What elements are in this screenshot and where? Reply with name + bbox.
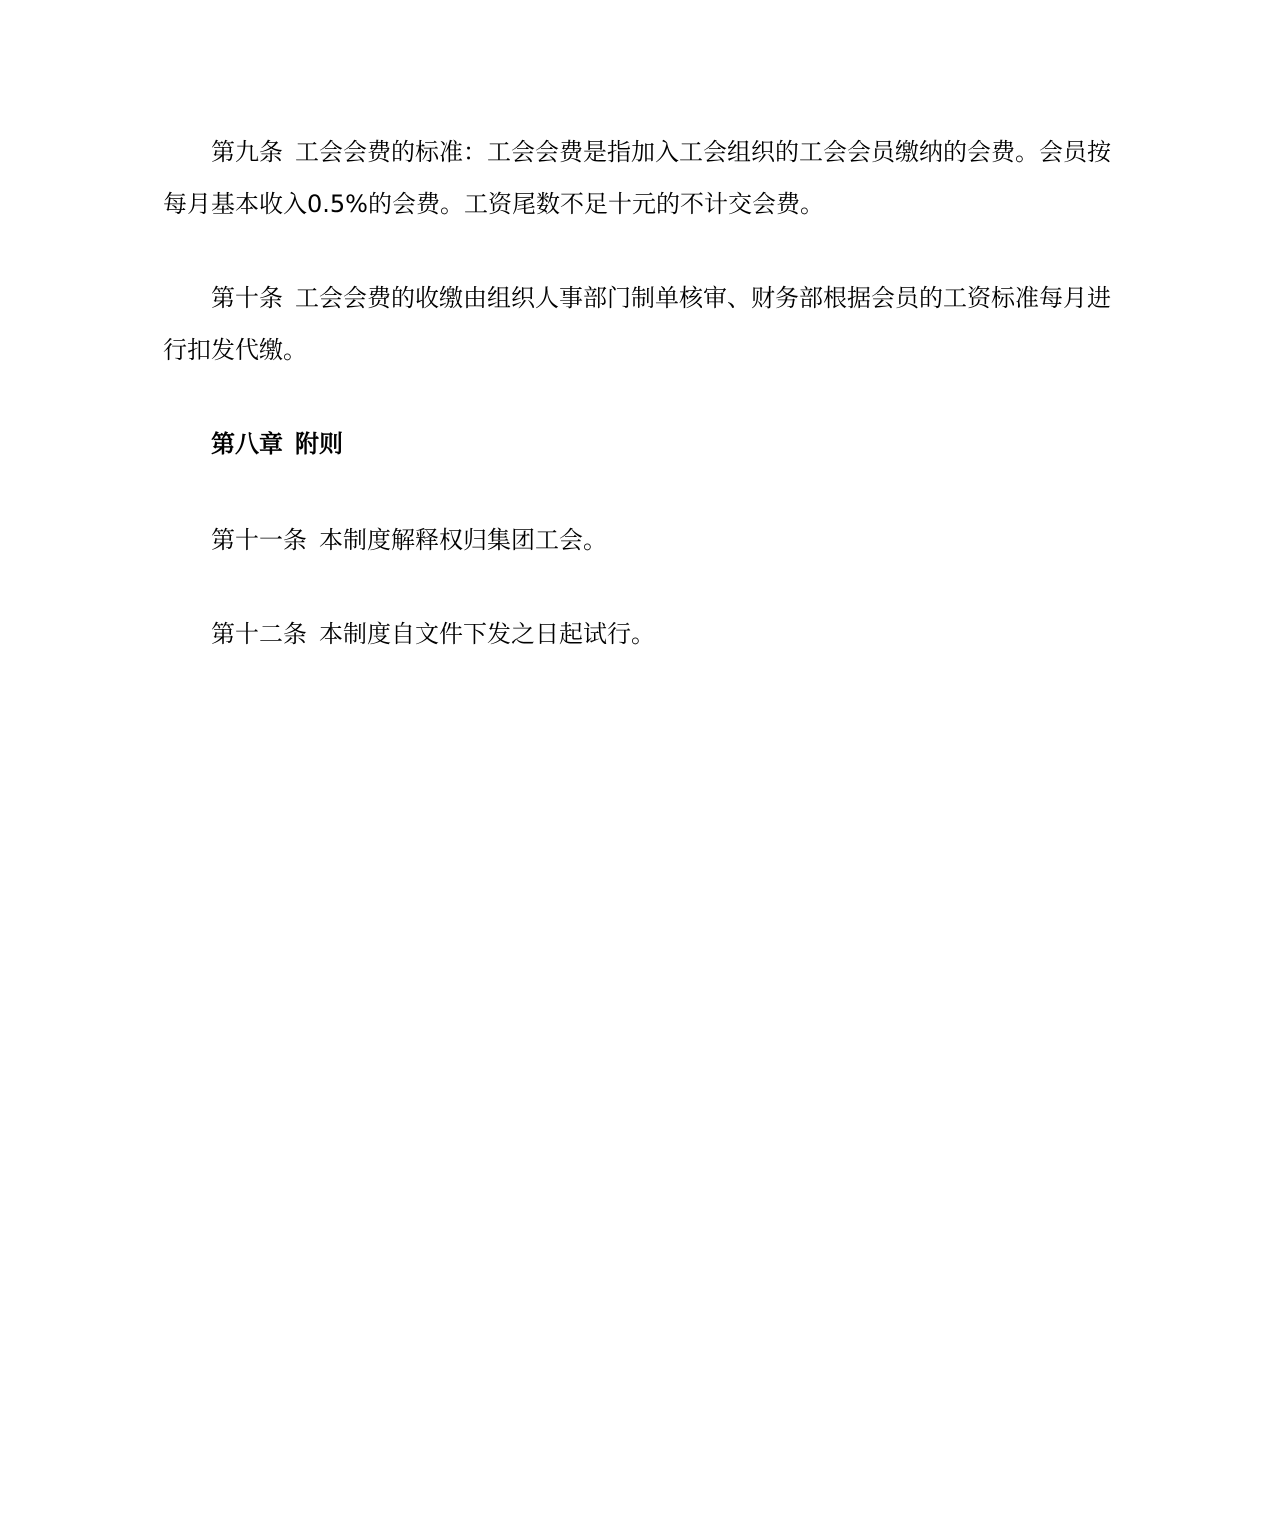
- article-12-text: 本制度自文件下发之日起试行。: [319, 620, 655, 648]
- article-12-number: 第十二条: [211, 620, 307, 648]
- chapter-title: 附则: [295, 430, 343, 458]
- chapter-number: 第八章: [211, 430, 283, 458]
- article-11-number: 第十一条: [211, 526, 307, 554]
- article-9-number: 第九条: [211, 138, 283, 166]
- article-12-paragraph: [163, 608, 1123, 660]
- article-10-number: 第十条: [211, 284, 283, 312]
- chapter-8-heading: [163, 418, 1123, 470]
- article-9-text: 工会会费的标准：工会会费是指加入工会组织的工会会员缴纳的会费。会员按每月基本收入0.5%的会费。工资尾数不足十元的不计交会费。: [163, 138, 1111, 218]
- article-9-paragraph: [163, 126, 1123, 230]
- article-11-text: 本制度解释权归集团工会。: [319, 526, 607, 554]
- article-10-text: 工会会费的收缴由组织人事部门制单核审、财务部根据会员的工资标准每月进行扣发代缴。: [163, 284, 1111, 364]
- article-11-paragraph: [163, 514, 1123, 566]
- article-10-paragraph: [163, 272, 1123, 376]
